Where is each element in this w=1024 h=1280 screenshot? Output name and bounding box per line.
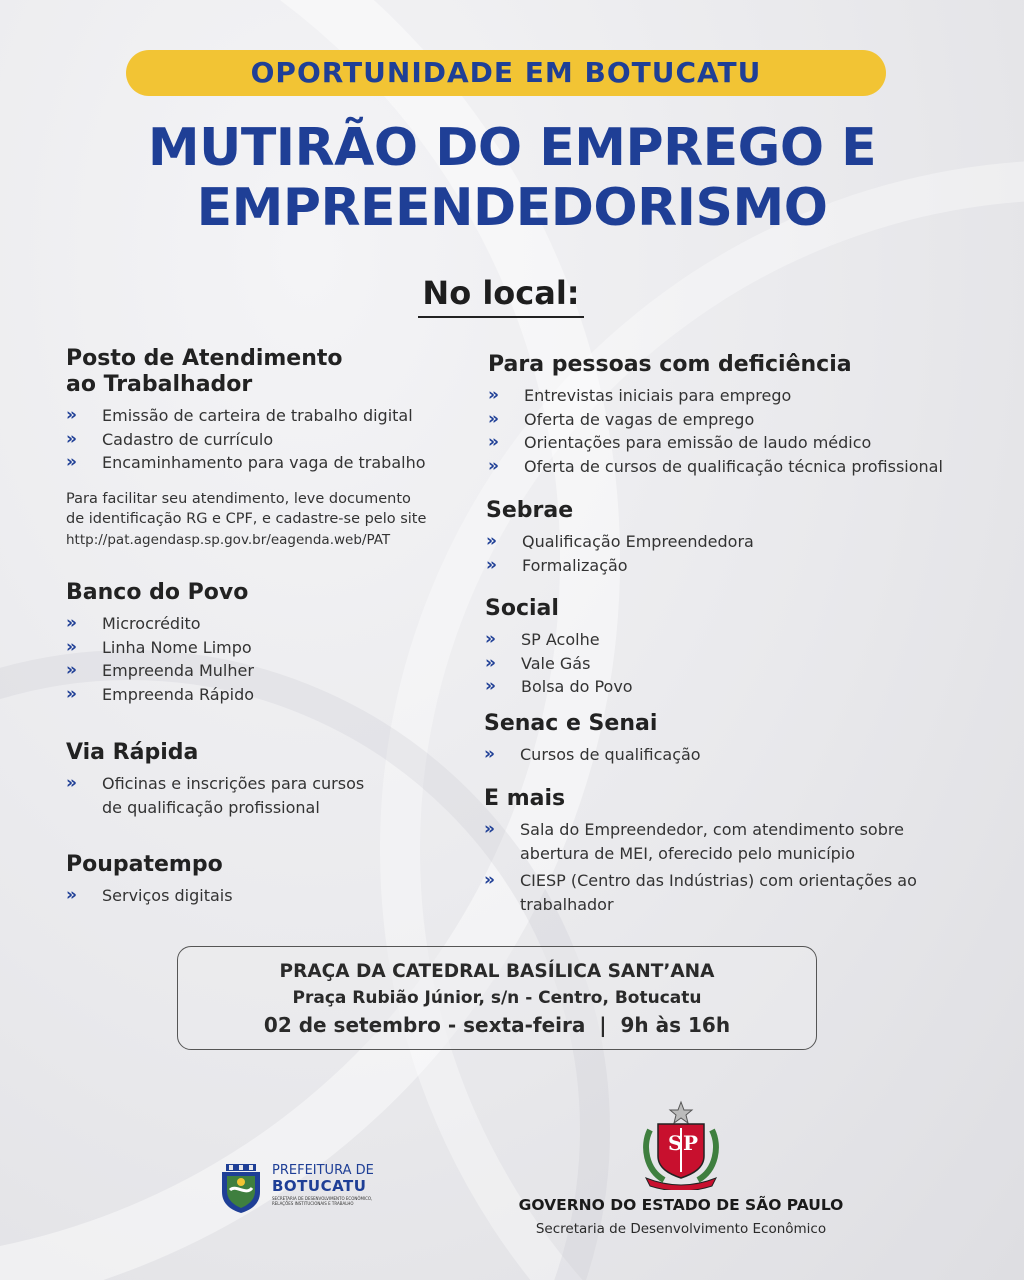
chevron-icon: » bbox=[66, 613, 73, 633]
list-item bbox=[488, 455, 968, 479]
top-banner: OPORTUNIDADE EM BOTUCATU bbox=[126, 50, 886, 96]
list-item-label: Sala do Empreendedor, com atendimento sobre bbox=[520, 820, 904, 839]
list-item bbox=[488, 384, 968, 408]
chevron-icon: » bbox=[66, 428, 73, 449]
chevron-icon: » bbox=[488, 408, 495, 429]
section-title: Banco do Povo bbox=[66, 580, 249, 605]
list-item-label: Oferta de vagas de emprego bbox=[524, 409, 755, 429]
list-item bbox=[66, 884, 466, 908]
section-title: Social bbox=[485, 596, 559, 621]
no-local-heading: No local: bbox=[418, 272, 584, 318]
list-item-label: Linha Nome Limpo bbox=[102, 637, 252, 657]
list-item-label: Cadastro de currículo bbox=[102, 429, 274, 449]
list-item-label: Empreenda Rápido bbox=[102, 684, 255, 704]
section-sebrae bbox=[486, 498, 966, 577]
chevron-icon: » bbox=[485, 676, 492, 696]
list-item bbox=[484, 818, 964, 865]
svg-text:S: S bbox=[668, 1131, 683, 1155]
sao-paulo-coat-of-arms-icon bbox=[638, 1100, 724, 1190]
list-item-label: abertura de MEI, oferecido pelo município bbox=[520, 843, 856, 863]
main-title-line1: MUTIRÃO DO EMPREGO E bbox=[147, 118, 877, 178]
list-item bbox=[488, 408, 968, 432]
list-item-label: Oferta de cursos de qualificação técnica profissional bbox=[524, 456, 943, 476]
list-item-label: Orientações para emissão de laudo médico bbox=[524, 433, 872, 452]
list-item bbox=[66, 659, 466, 683]
list-item-label: Microcrédito bbox=[102, 614, 201, 633]
chevron-icon: » bbox=[485, 629, 492, 649]
pat-note-line: Para facilitar seu atendimento, leve documento bbox=[66, 490, 411, 507]
list-item-label: Empreenda Mulher bbox=[102, 661, 254, 680]
pat-url-link[interactable]: http://pat.agendasp.sp.gov.br/eagenda.web/PAT bbox=[66, 531, 391, 548]
prefeitura-label: PREFEITURA DE bbox=[272, 1163, 374, 1178]
pat-note bbox=[66, 489, 466, 529]
list-item-label: Vale Gás bbox=[521, 653, 591, 673]
event-address: Praça Rubião Júnior, s/n - Centro, Botucatu bbox=[292, 988, 702, 1008]
svg-text:P: P bbox=[683, 1131, 699, 1155]
secretaria-label: Secretaria de Desenvolvimento Econômico bbox=[535, 1221, 827, 1237]
section-poupatempo bbox=[66, 852, 466, 908]
list-item-label: Oficinas e inscrições para cursos bbox=[102, 774, 365, 793]
list-item-label: Encaminhamento para vaga de trabalho bbox=[102, 453, 426, 472]
event-info-box bbox=[177, 946, 817, 1050]
list-item-label: trabalhador bbox=[520, 894, 614, 914]
chevron-icon: » bbox=[486, 531, 493, 551]
chevron-icon: » bbox=[66, 660, 73, 680]
botucatu-shield-icon bbox=[218, 1162, 264, 1214]
list-item-label: Qualificação Empreendedora bbox=[522, 532, 754, 551]
section-title: Poupatempo bbox=[66, 852, 223, 877]
list-item-label: Emissão de carteira de trabalho digital bbox=[102, 406, 413, 425]
prefeitura-sub-label: SECRETARIA DE DESENVOLVIMENTO ECONÔMICO, RELAÇÕES INSTITUCIONAIS E TRABALHO bbox=[272, 1196, 373, 1206]
pat-note-line: de identificação RG e CPF, e cadastre-se pelo site bbox=[66, 510, 427, 527]
list-item-label: CIESP (Centro das Indústrias) com orientações ao bbox=[520, 871, 917, 890]
chevron-icon: » bbox=[484, 819, 491, 839]
list-item bbox=[66, 772, 466, 819]
chevron-icon: » bbox=[66, 636, 73, 657]
chevron-icon: » bbox=[484, 744, 491, 764]
list-item bbox=[66, 451, 466, 475]
list-item bbox=[484, 869, 964, 916]
list-item bbox=[485, 628, 965, 652]
list-item-label: SP Acolhe bbox=[521, 630, 600, 649]
section-title: Senac e Senai bbox=[484, 711, 658, 736]
list-item bbox=[488, 431, 968, 455]
section-title: Via Rápida bbox=[66, 740, 199, 765]
chevron-icon: » bbox=[66, 452, 73, 472]
section-social bbox=[485, 596, 965, 699]
chevron-icon: » bbox=[488, 385, 495, 405]
list-item bbox=[66, 428, 466, 452]
prefeitura-botucatu-logo bbox=[216, 1160, 386, 1216]
event-datetime: 02 de setembro - sexta-feira | 9h às 16h bbox=[263, 1013, 731, 1037]
section-title-line: ao Trabalhador bbox=[66, 372, 253, 397]
list-item bbox=[486, 530, 966, 554]
section-title: Sebrae bbox=[486, 498, 574, 523]
list-item-label: Entrevistas iniciais para emprego bbox=[524, 386, 792, 405]
section-pcd bbox=[488, 352, 968, 478]
list-item bbox=[485, 675, 965, 699]
list-item bbox=[66, 636, 466, 660]
section-senac-senai bbox=[484, 711, 964, 767]
chevron-icon: » bbox=[488, 432, 495, 452]
section-e-mais bbox=[484, 786, 964, 916]
list-item bbox=[486, 554, 966, 578]
list-item-label: Serviços digitais bbox=[102, 886, 233, 905]
chevron-icon: » bbox=[66, 683, 73, 704]
list-item bbox=[66, 612, 466, 636]
governo-sp-label: GOVERNO DO ESTADO DE SÃO PAULO bbox=[518, 1196, 844, 1214]
section-via-rapida bbox=[66, 740, 466, 819]
list-item-label: Cursos de qualificação bbox=[520, 745, 701, 764]
list-item bbox=[66, 404, 466, 428]
section-banco-do-povo bbox=[66, 580, 466, 706]
section-title: E mais bbox=[484, 786, 566, 811]
list-item-label: Formalização bbox=[522, 555, 628, 575]
list-item bbox=[66, 683, 466, 707]
chevron-icon: » bbox=[66, 773, 73, 793]
list-item bbox=[484, 743, 964, 767]
chevron-icon: » bbox=[66, 405, 73, 425]
chevron-icon: » bbox=[484, 870, 491, 890]
section-title bbox=[66, 346, 466, 398]
list-item-label: de qualificação profissional bbox=[102, 797, 320, 817]
chevron-icon: » bbox=[485, 652, 492, 673]
botucatu-label: BOTUCATU bbox=[272, 1177, 367, 1195]
main-title-line2: EMPREENDEDORISMO bbox=[196, 178, 828, 238]
chevron-icon: » bbox=[488, 455, 495, 476]
list-item bbox=[485, 652, 965, 676]
list-item-label: Bolsa do Povo bbox=[521, 677, 633, 696]
section-title: Para pessoas com deficiência bbox=[488, 352, 852, 377]
chevron-icon: » bbox=[486, 554, 493, 575]
event-place: PRAÇA DA CATEDRAL BASÍLICA SANT’ANA bbox=[279, 961, 715, 982]
chevron-icon: » bbox=[66, 885, 73, 905]
section-title-line: Posto de Atendimento bbox=[66, 346, 343, 371]
section-pat bbox=[66, 346, 466, 551]
